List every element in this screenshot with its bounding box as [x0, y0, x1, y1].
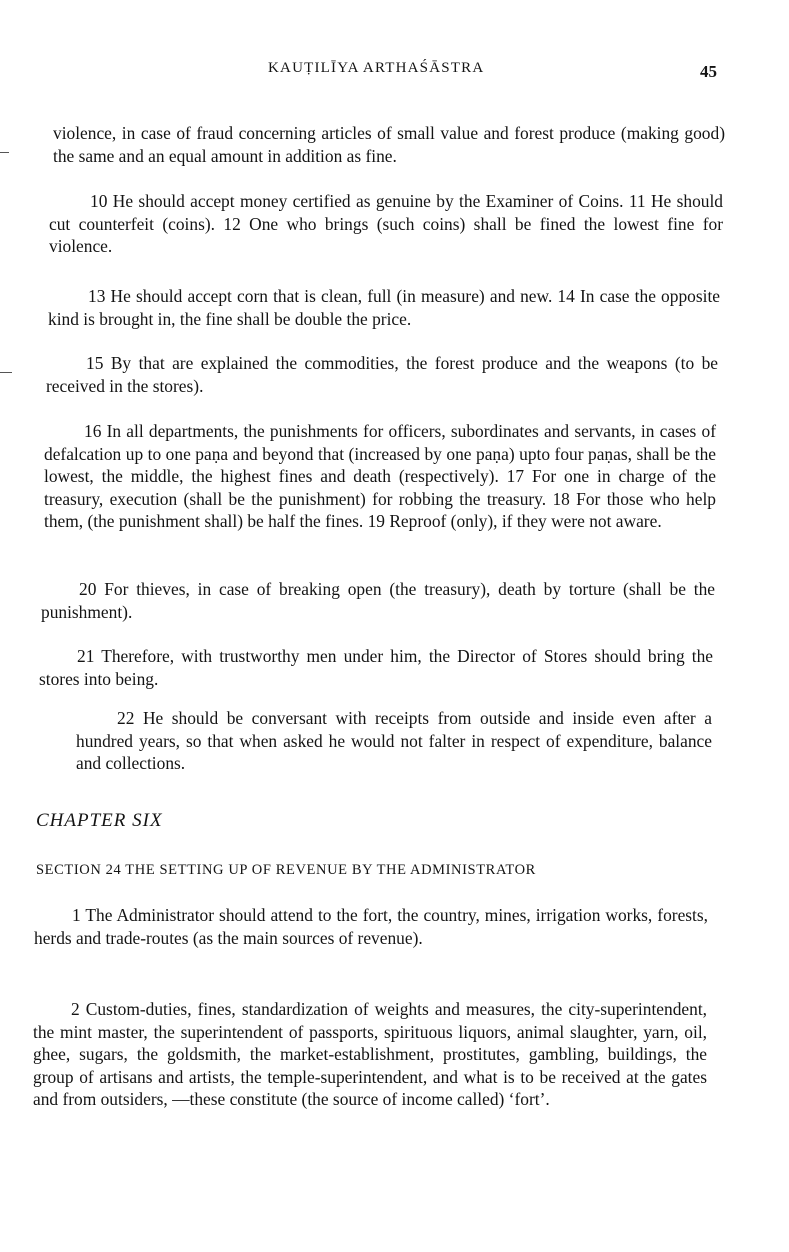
paragraph: 21 Therefore, with trustworthy men under him, the Director of Stores should bring the stores into being.	[39, 646, 713, 689]
paragraph: 2 Custom-duties, fines, standardization of weights and measures, the city-superintendent, the mint master, the superintendent of passports, spirituous liquors, animal slaughter, yarn, oil, ghee, sugars, the goldsmith, the market-establishment, prostitutes, gambling, buildings, the group of artisans and artists, the temple-superintendent, and what is to be received at the gates and from outsiders, —these constitute (the source of income called) ‘fort’.	[33, 999, 707, 1109]
paragraph: violence, in case of fraud concerning articles of small value and forest produce (making good) the same and an equal amount in addition as fine.	[53, 123, 725, 166]
margin-mark	[0, 372, 12, 373]
margin-mark	[0, 152, 9, 153]
paragraph: 22 He should be conversant with receipts from outside and inside even after a hundred years, so that when asked he would not falter in respect of expenditure, balance and collections.	[76, 708, 712, 773]
paragraph: 1 The Administrator should attend to the fort, the country, mines, irrigation works, forests, herds and trade-routes (as the main sources of revenue).	[34, 905, 708, 948]
paragraph: 16 In all departments, the punishments for officers, subordinates and servants, in cases of defalcation up to one paṇa and beyond that (increased by one paṇa) upto four paṇas, shall be the lowest, the middle, the highest fines and death (respectively). 17 For one in charge of the treasury, execution (shall be the punishment) for robbing the treasury. 18 For those who help them, (the punishment shall) be half the fines. 19 Reproof (only), if they were not aware.	[44, 421, 716, 531]
page-number: 45	[700, 62, 717, 81]
paragraph: 15 By that are explained the commodities, the forest produce and the weapons (to be received in the stores).	[46, 353, 718, 396]
paragraph: 13 He should accept corn that is clean, full (in measure) and new. 14 In case the opposite kind is brought in, the fine shall be double the price.	[48, 286, 720, 329]
paragraph: 20 For thieves, in case of breaking open (the treasury), death by torture (shall be the punishment).	[41, 579, 715, 622]
running-title: KAUṬILĪYA ARTHAŚĀSTRA	[268, 60, 485, 76]
paragraph: 10 He should accept money certified as genuine by the Examiner of Coins. 11 He should cut counterfeit (coins). 12 One who brings (such coins) shall be fined the lowest fine for violence.	[49, 191, 723, 256]
section-title: SECTION 24 THE SETTING UP OF REVENUE BY THE ADMINISTRATOR	[36, 862, 536, 878]
chapter-heading: CHAPTER SIX	[36, 810, 163, 831]
